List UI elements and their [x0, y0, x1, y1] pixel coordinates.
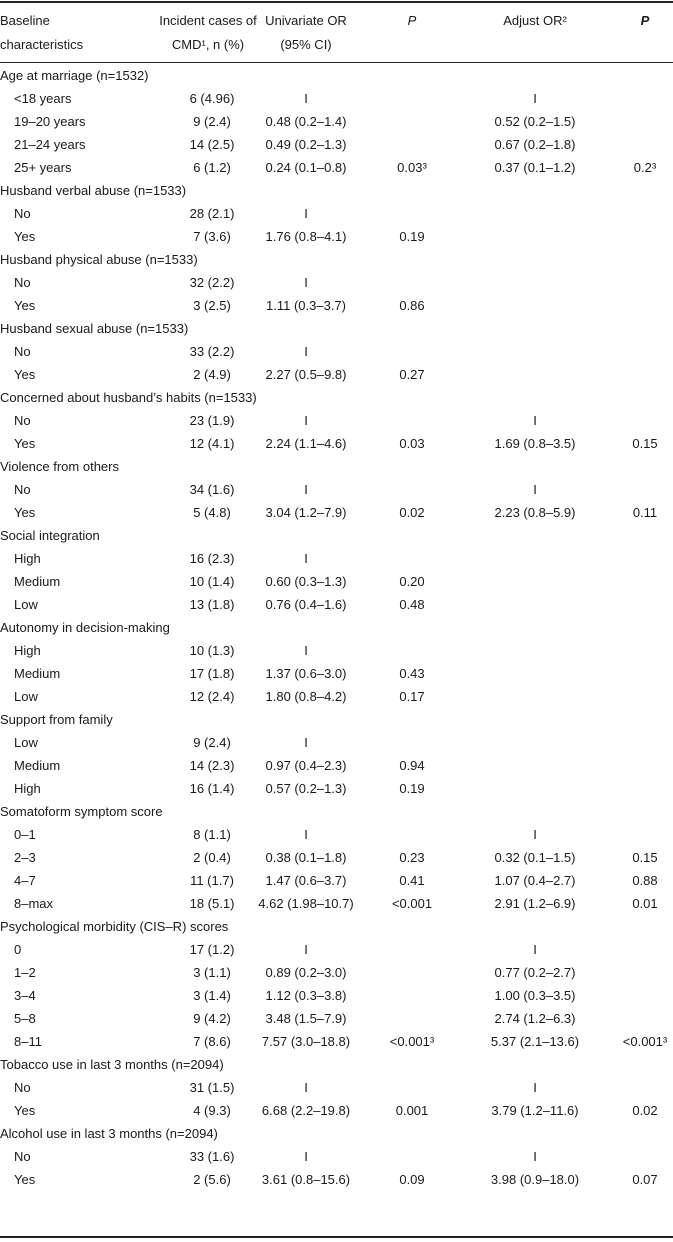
adjusted-or-cell: 3.79 (1.2–11.6)	[491, 1103, 579, 1118]
univariate-or-cell: 0.97 (0.4–2.3)	[265, 758, 347, 773]
adjusted-p-cell: 0.01	[632, 896, 658, 911]
cases-cell: 23 (1.9)	[189, 413, 235, 428]
adjusted-p-cell: 0.15	[632, 436, 658, 451]
row-label: 4–7	[14, 873, 36, 888]
section-label: Social integration	[0, 528, 100, 543]
cases-cell: 4 (9.3)	[193, 1103, 231, 1118]
row-label: Medium	[14, 758, 61, 773]
row-label: Yes	[14, 298, 36, 313]
adjusted-p-cell: 0.88	[632, 873, 658, 888]
p-value-cell: <0.001³	[389, 1034, 435, 1049]
p-value-cell: <0.001	[391, 896, 433, 911]
cases-cell: 11 (1.7)	[190, 873, 234, 888]
cases-cell: 18 (5.1)	[189, 896, 235, 911]
adjusted-p-cell: 0.15	[632, 850, 658, 865]
univariate-or-cell: 0.57 (0.2–1.3)	[265, 781, 347, 796]
adjusted-p-cell: <0.001³	[622, 1034, 668, 1049]
p-value-cell: 0.09	[399, 1172, 425, 1187]
section-label: Alcohol use in last 3 months (n=2094)	[0, 1126, 218, 1141]
header-adjust-or: Adjust OR²	[503, 13, 567, 28]
adjusted-or-cell: 0.32 (0.1–1.5)	[494, 850, 576, 865]
cases-cell: 2 (4.9)	[193, 367, 231, 382]
univariate-or-cell: 0.89 (0.2–3.0)	[265, 965, 347, 980]
cases-cell: 13 (1.8)	[189, 597, 235, 612]
table-row	[0, 501, 673, 524]
table-row	[0, 1076, 673, 1099]
cases-cell: 2 (0.4)	[193, 850, 231, 865]
univariate-or-cell: I	[304, 275, 308, 290]
cases-cell: 3 (2.5)	[193, 298, 231, 313]
univariate-or-cell: 1.37 (0.6–3.0)	[265, 666, 347, 681]
univariate-or-cell: 1.11 (0.3–3.7)	[266, 298, 346, 313]
table-row	[0, 225, 673, 248]
adjusted-p-cell: 0.07	[632, 1172, 658, 1187]
row-label: 25+ years	[14, 160, 72, 175]
adjusted-or-cell: I	[533, 942, 537, 957]
cases-cell: 14 (2.3)	[189, 758, 235, 773]
univariate-or-cell: 3.48 (1.5–7.9)	[265, 1011, 347, 1026]
univariate-or-cell: 3.04 (1.2–7.9)	[265, 505, 347, 520]
row-label: Yes	[14, 367, 36, 382]
table-row	[0, 409, 673, 432]
univariate-or-cell: 1.76 (0.8–4.1)	[265, 229, 347, 244]
row-label: Medium	[14, 574, 61, 589]
table-row	[0, 961, 673, 984]
row-label: 0	[14, 942, 22, 957]
row-label: Yes	[14, 229, 36, 244]
adjusted-p-cell: 0.11	[632, 505, 658, 520]
table-row	[0, 340, 673, 363]
adjusted-or-cell: 1.00 (0.3–3.5)	[494, 988, 576, 1003]
univariate-or-cell: I	[304, 827, 308, 842]
row-label: 19–20 years	[14, 114, 86, 129]
p-value-cell: 0.03	[399, 436, 425, 451]
table-row	[0, 984, 673, 1007]
univariate-or-cell: 0.76 (0.4–1.6)	[265, 597, 347, 612]
row-label: Yes	[14, 505, 36, 520]
table-row	[0, 639, 673, 662]
adjusted-or-cell: 2.23 (0.8–5.9)	[494, 505, 576, 520]
section-label: Husband verbal abuse (n=1533)	[0, 183, 187, 198]
cases-cell: 31 (1.5)	[189, 1080, 235, 1095]
cases-cell: 3 (1.4)	[193, 988, 231, 1003]
cases-cell: 9 (2.4)	[193, 114, 231, 129]
adjusted-or-cell: I	[533, 482, 537, 497]
row-label: Low	[14, 735, 38, 750]
row-label: 8–max	[14, 896, 54, 911]
row-label: No	[14, 275, 31, 290]
p-value-cell: 0.17	[399, 689, 425, 704]
univariate-or-cell: I	[304, 1149, 308, 1164]
adjusted-or-cell: 3.98 (0.9–18.0)	[490, 1172, 580, 1187]
table-row	[0, 754, 673, 777]
section-row	[0, 1053, 673, 1076]
univariate-or-cell: 0.38 (0.1–1.8)	[265, 850, 347, 865]
section-label: Psychological morbidity (CIS–R) scores	[0, 919, 229, 934]
bottom-rule	[0, 1236, 673, 1238]
cases-cell: 9 (2.4)	[193, 735, 231, 750]
table-row	[0, 294, 673, 317]
univariate-or-cell: I	[304, 735, 308, 750]
adjusted-or-cell: I	[533, 827, 537, 842]
cases-cell: 33 (1.6)	[189, 1149, 235, 1164]
univariate-or-cell: 2.24 (1.1–4.6)	[265, 436, 347, 451]
section-label: Violence from others	[0, 459, 119, 474]
p-value-cell: 0.02	[399, 505, 425, 520]
table-row	[0, 570, 673, 593]
section-row	[0, 386, 673, 409]
univariate-or-cell: 7.57 (3.0–18.8)	[261, 1034, 351, 1049]
row-label: Low	[14, 597, 38, 612]
section-label: Support from family	[0, 712, 113, 727]
cases-cell: 12 (4.1)	[189, 436, 235, 451]
univariate-or-cell: I	[304, 942, 308, 957]
adjusted-or-cell: I	[533, 91, 537, 106]
table-row	[0, 846, 673, 869]
cases-cell: 32 (2.2)	[189, 275, 235, 290]
univariate-or-cell: I	[304, 413, 308, 428]
header-p1: P	[407, 13, 417, 28]
header-rule	[0, 62, 673, 63]
p-value-cell: 0.48	[399, 597, 425, 612]
row-label: High	[14, 643, 41, 658]
row-label: No	[14, 1080, 31, 1095]
header-uor-line2: (95% CI)	[280, 37, 332, 52]
section-row	[0, 1122, 673, 1145]
row-label: No	[14, 344, 31, 359]
header-p2: P	[640, 13, 650, 28]
table-row	[0, 1145, 673, 1168]
cases-cell: 28 (2.1)	[189, 206, 235, 221]
univariate-or-cell: 0.60 (0.3–1.3)	[265, 574, 347, 589]
row-label: 5–8	[14, 1011, 36, 1026]
adjusted-or-cell: I	[533, 1149, 537, 1164]
table-row	[0, 777, 673, 800]
table-row	[0, 363, 673, 386]
row-label: 21–24 years	[14, 137, 86, 152]
cases-cell: 9 (4.2)	[193, 1011, 231, 1026]
header-baseline-line1: Baseline	[0, 13, 50, 28]
cases-cell: 17 (1.8)	[189, 666, 235, 681]
header-baseline-line2: characteristics	[0, 37, 84, 52]
section-row	[0, 64, 673, 87]
section-label: Husband physical abuse (n=1533)	[0, 252, 198, 267]
table-row	[0, 1007, 673, 1030]
p-value-cell: 0.27	[399, 367, 425, 382]
row-label: No	[14, 1149, 31, 1164]
row-label: 0–1	[14, 827, 36, 842]
table-row	[0, 823, 673, 846]
header-cases	[159, 9, 257, 57]
header-univariate-or	[265, 9, 347, 57]
univariate-or-cell: I	[304, 551, 308, 566]
adjusted-or-cell: 1.69 (0.8–3.5)	[494, 436, 576, 451]
section-label: Somatoform symptom score	[0, 804, 163, 819]
header-cases-line2: CMD¹, n (%)	[171, 37, 245, 52]
section-row	[0, 708, 673, 731]
adjusted-p-cell: 0.02	[632, 1103, 658, 1118]
adjusted-or-cell: 0.37 (0.1–1.2)	[494, 160, 576, 175]
section-row	[0, 915, 673, 938]
univariate-or-cell: 0.49 (0.2–1.3)	[265, 137, 347, 152]
p-value-cell: 0.001	[395, 1103, 429, 1118]
table-header	[0, 4, 673, 58]
p-value-cell: 0.19	[399, 229, 425, 244]
section-row	[0, 179, 673, 202]
p-value-cell: 0.86	[399, 298, 425, 313]
row-label: Yes	[14, 1172, 36, 1187]
row-label: High	[14, 551, 41, 566]
section-row	[0, 248, 673, 271]
row-label: 8–11	[14, 1034, 42, 1049]
adjusted-or-cell: 2.74 (1.2–6.3)	[494, 1011, 576, 1026]
univariate-or-cell: 3.61 (0.8–15.6)	[261, 1172, 351, 1187]
section-row	[0, 317, 673, 340]
table-row	[0, 892, 673, 915]
table-row	[0, 1168, 673, 1191]
row-label: No	[14, 206, 31, 221]
table-row	[0, 547, 673, 570]
row-label: Yes	[14, 436, 36, 451]
table-row	[0, 271, 673, 294]
table-row	[0, 869, 673, 892]
univariate-or-cell: I	[304, 206, 308, 221]
section-row	[0, 455, 673, 478]
univariate-or-cell: I	[304, 344, 308, 359]
univariate-or-cell: 1.47 (0.6–3.7)	[265, 873, 347, 888]
header-cases-line1: Incident cases of	[159, 13, 257, 28]
cases-cell: 2 (5.6)	[193, 1172, 231, 1187]
adjusted-or-cell: I	[533, 413, 537, 428]
cases-cell: 7 (8.6)	[193, 1034, 231, 1049]
univariate-or-cell: 1.12 (0.3–3.8)	[265, 988, 347, 1003]
row-label: Medium	[14, 666, 61, 681]
table-row	[0, 685, 673, 708]
section-label: Age at marriage (n=1532)	[0, 68, 149, 83]
table-row	[0, 731, 673, 754]
cases-cell: 14 (2.5)	[189, 137, 235, 152]
cases-cell: 33 (2.2)	[189, 344, 235, 359]
row-label: High	[14, 781, 41, 796]
cases-cell: 6 (1.2)	[193, 160, 231, 175]
cases-cell: 10 (1.3)	[189, 643, 235, 658]
cases-cell: 10 (1.4)	[189, 574, 235, 589]
cases-cell: 12 (2.4)	[189, 689, 235, 704]
top-rule	[0, 1, 673, 3]
adjusted-or-cell: 5.37 (2.1–13.6)	[490, 1034, 580, 1049]
adjusted-or-cell: 1.07 (0.4–2.7)	[494, 873, 576, 888]
cases-cell: 7 (3.6)	[193, 229, 231, 244]
univariate-or-cell: 1.80 (0.8–4.2)	[265, 689, 347, 704]
cases-cell: 16 (2.3)	[189, 551, 235, 566]
cases-cell: 16 (1.4)	[189, 781, 235, 796]
univariate-or-cell: 0.48 (0.2–1.4)	[265, 114, 347, 129]
univariate-or-cell: 2.27 (0.5–9.8)	[265, 367, 347, 382]
cases-cell: 5 (4.8)	[193, 505, 231, 520]
section-row	[0, 524, 673, 547]
p-value-cell: 0.03³	[397, 160, 427, 175]
row-label: <18 years	[14, 91, 72, 106]
adjusted-or-cell: 0.77 (0.2–2.7)	[494, 965, 576, 980]
cases-cell: 3 (1.1)	[193, 965, 231, 980]
p-value-cell: 0.19	[399, 781, 425, 796]
section-row	[0, 616, 673, 639]
section-label: Autonomy in decision-making	[0, 620, 170, 635]
adjusted-p-cell: 0.2³	[633, 160, 657, 175]
row-label: Yes	[14, 1103, 36, 1118]
row-label: No	[14, 413, 31, 428]
univariate-or-cell: I	[304, 91, 308, 106]
univariate-or-cell: I	[304, 482, 308, 497]
adjusted-or-cell: 2.91 (1.2–6.9)	[494, 896, 576, 911]
adjusted-or-cell: I	[533, 1080, 537, 1095]
row-label: 2–3	[14, 850, 36, 865]
table-row	[0, 110, 673, 133]
univariate-or-cell: 0.24 (0.1–0.8)	[265, 160, 347, 175]
adjusted-or-cell: 0.52 (0.2–1.5)	[494, 114, 576, 129]
table-row	[0, 478, 673, 501]
p-value-cell: 0.94	[399, 758, 425, 773]
univariate-or-cell: 6.68 (2.2–19.8)	[261, 1103, 351, 1118]
row-label: 3–4	[14, 988, 36, 1003]
section-row	[0, 800, 673, 823]
table-row	[0, 593, 673, 616]
table-row	[0, 938, 673, 961]
table-row	[0, 662, 673, 685]
univariate-or-cell: I	[304, 1080, 308, 1095]
table-row	[0, 202, 673, 225]
univariate-or-cell: 4.62 (1.98–10.7)	[258, 896, 354, 911]
p-value-cell: 0.43	[399, 666, 425, 681]
header-uor-line1: Univariate OR	[265, 13, 347, 28]
p-value-cell: 0.20	[399, 574, 425, 589]
p-value-cell: 0.23	[399, 850, 425, 865]
p-value-cell: 0.41	[399, 873, 425, 888]
table-row	[0, 133, 673, 156]
table-row	[0, 1099, 673, 1122]
header-baseline	[0, 9, 83, 57]
table-row	[0, 1030, 673, 1053]
row-label: Low	[14, 689, 38, 704]
univariate-or-cell: I	[304, 643, 308, 658]
cases-cell: 8 (1.1)	[193, 827, 231, 842]
section-label: Tobacco use in last 3 months (n=2094)	[0, 1057, 224, 1072]
row-label: 1–2	[14, 965, 36, 980]
table-row	[0, 156, 673, 179]
table-row	[0, 87, 673, 110]
section-label: Husband sexual abuse (n=1533)	[0, 321, 189, 336]
row-label: No	[14, 482, 31, 497]
section-label: Concerned about husband’s habits (n=1533)	[0, 390, 257, 405]
adjusted-or-cell: 0.67 (0.2–1.8)	[494, 137, 576, 152]
cases-cell: 34 (1.6)	[189, 482, 235, 497]
cases-cell: 17 (1.2)	[189, 942, 235, 957]
cases-cell: 6 (4.96)	[189, 91, 235, 106]
table-row	[0, 432, 673, 455]
